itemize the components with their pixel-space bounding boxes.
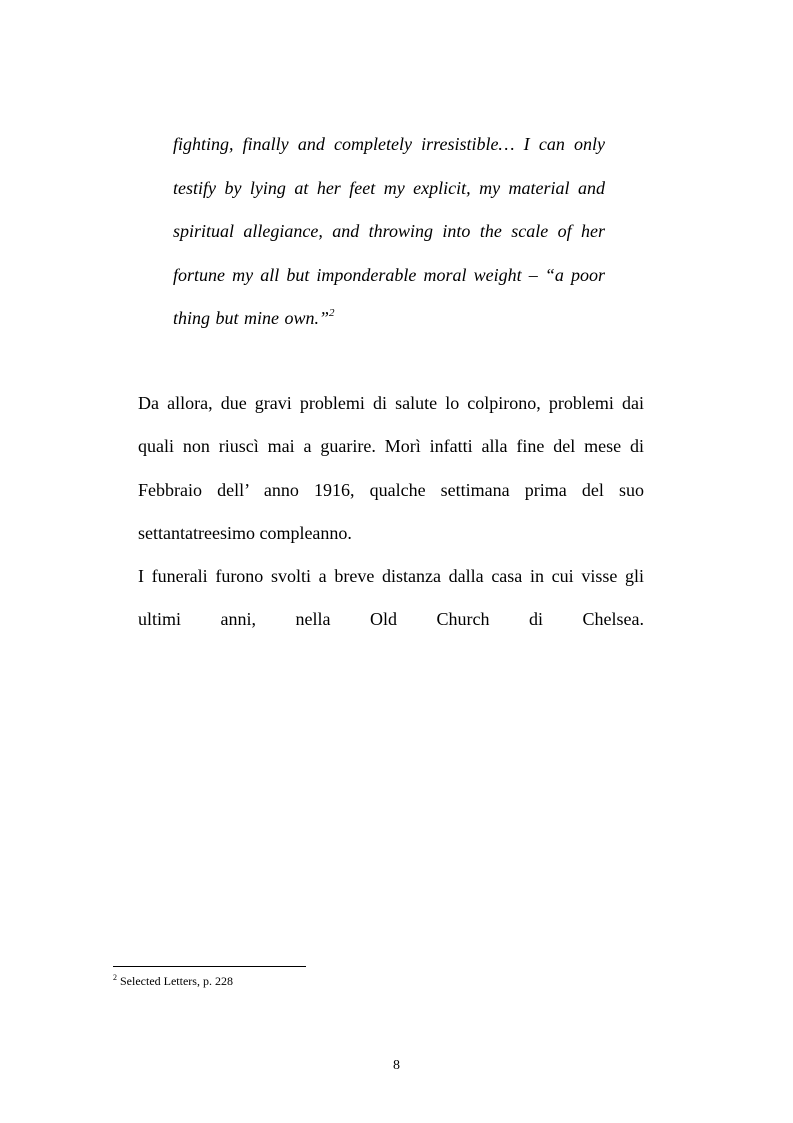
quote-line: fortune my all but imponderable moral weight – “a poor xyxy=(173,264,605,285)
block-quote xyxy=(173,126,605,344)
body-line: ultimi anni, nella Old Church di Chelsea. xyxy=(138,609,644,630)
body-line: quali non riuscì mai a guarire. Morì infatti alla fine del mese di xyxy=(138,436,644,457)
footnote-text: Selected Letters, p. 228 xyxy=(120,974,233,988)
body-line: I funerali furono svolti a breve distanza dalla casa in cui visse gli xyxy=(138,566,644,587)
quote-line: fighting, finally and completely irresistible… I can only xyxy=(173,134,605,154)
quote-line: spiritual allegiance, and throwing into the scale of her xyxy=(173,221,605,241)
quote-line: testify by lying at her feet my explicit, my material and xyxy=(173,177,605,198)
quote-line-last xyxy=(173,300,605,344)
footnote xyxy=(113,973,233,989)
footnote-number: 2 xyxy=(113,973,117,982)
body-line: Da allora, due gravi problemi di salute lo colpirono, problemi dai xyxy=(138,393,644,413)
body-line: settantatreesimo compleanno. xyxy=(138,522,352,543)
quote-line-text: thing but mine own.” xyxy=(173,308,330,328)
footnote-separator xyxy=(113,966,306,967)
page-number: 8 xyxy=(393,1058,400,1073)
body-paragraph xyxy=(138,385,644,645)
body-line: Febbraio dell’ anno 1916, qualche settimana prima del suo xyxy=(138,479,644,500)
footnote-reference[interactable]: 2 xyxy=(329,307,335,319)
